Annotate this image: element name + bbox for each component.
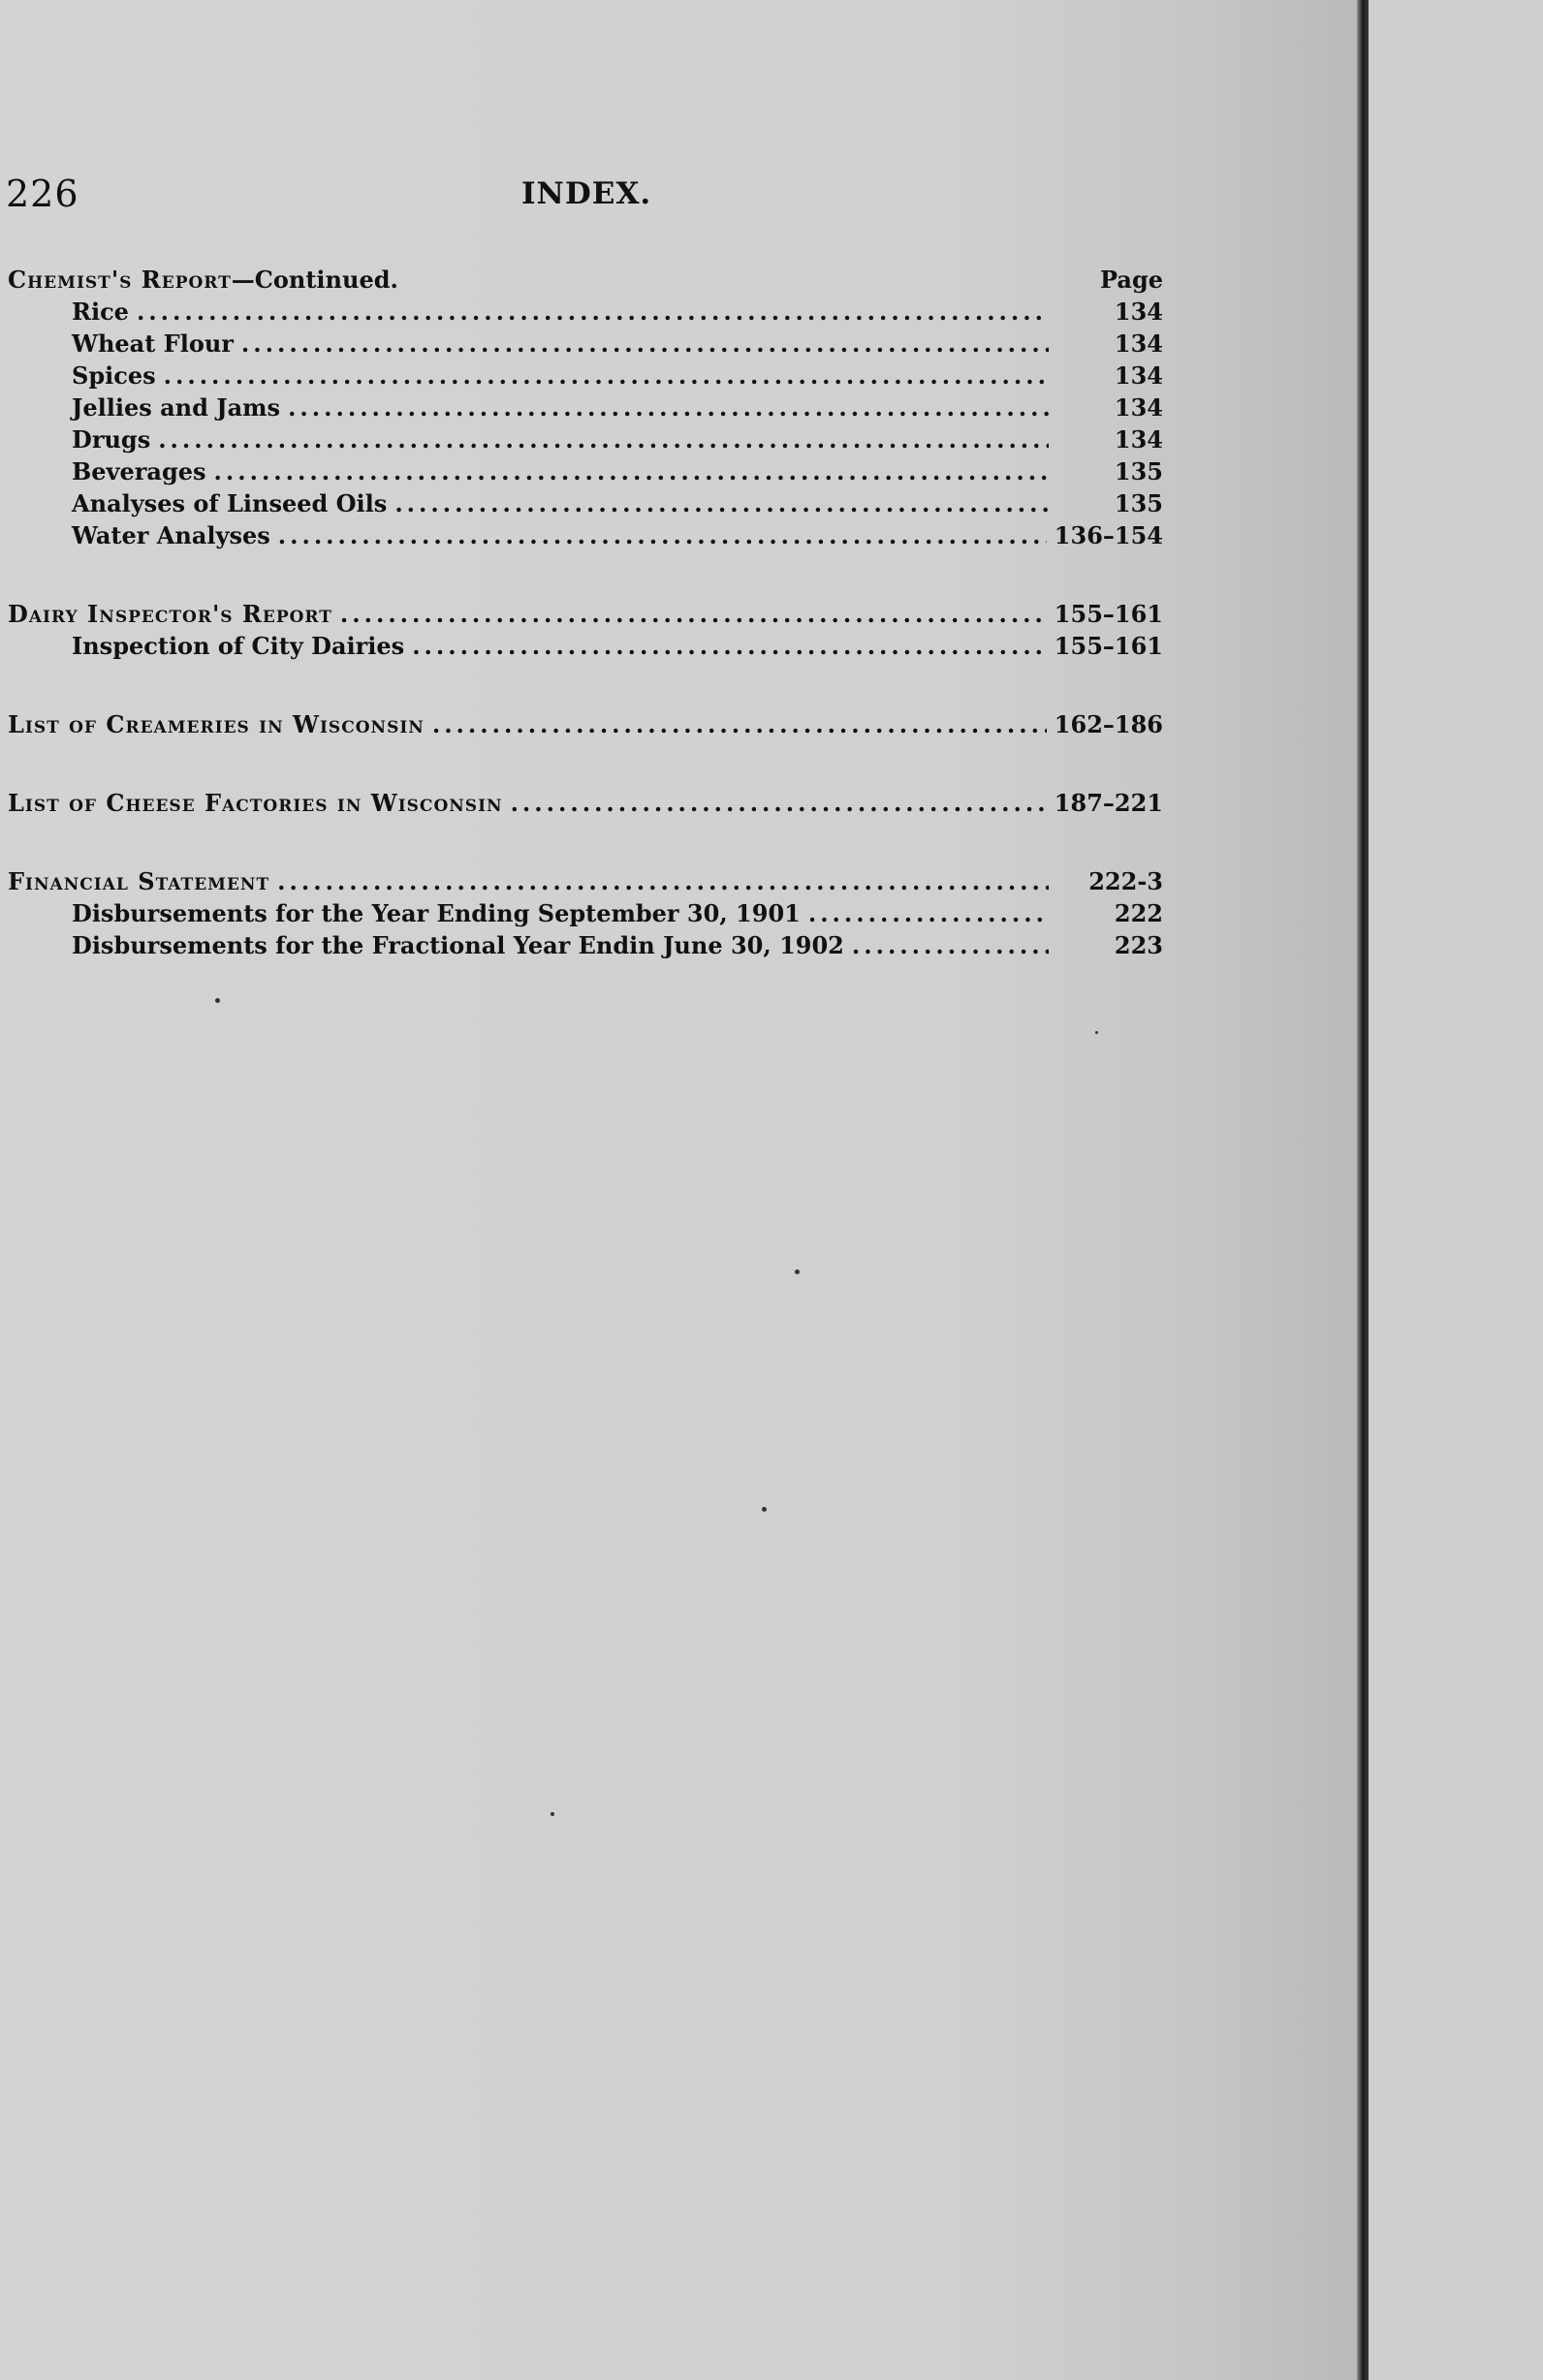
- page-header: [0, 172, 1163, 221]
- dot-leader: [340, 598, 1047, 630]
- dot-leader: [432, 708, 1047, 740]
- section-gap: [8, 819, 1163, 865]
- entry-page: 134: [1114, 393, 1163, 422]
- entry-label: Disbursements for the Fractional Year Endin June 30, 1902: [72, 931, 844, 959]
- index-list: [8, 264, 1163, 961]
- scan-speck: [795, 1269, 800, 1274]
- section-title: Chemist's Report: [8, 266, 232, 294]
- index-entry: [8, 391, 1163, 423]
- entry-label: Jellies and Jams: [72, 393, 281, 422]
- entry-label: Drugs: [72, 425, 151, 454]
- index-entry: [8, 487, 1163, 519]
- entry-label: Rice: [72, 298, 129, 326]
- entry-label: Disbursements for the Year Ending September 30, 1901: [72, 899, 801, 927]
- section-page: 155–161: [1054, 600, 1163, 628]
- dot-leader: [852, 929, 1049, 961]
- section-title: Dairy Inspector's Report: [8, 600, 332, 628]
- index-section-heading: [8, 708, 1163, 740]
- entry-page: 135: [1114, 457, 1163, 485]
- index-entry: [8, 929, 1163, 961]
- section-title: List of Creameries in Wisconsin: [8, 710, 425, 738]
- dot-leader: [511, 787, 1047, 819]
- entry-page: 134: [1114, 361, 1163, 390]
- index-section-heading: [8, 264, 1163, 296]
- index-entry: [8, 630, 1163, 662]
- dot-leader: [394, 487, 1049, 519]
- dot-leader: [158, 423, 1049, 455]
- entry-page: 134: [1114, 425, 1163, 454]
- index-entry: [8, 897, 1163, 929]
- section-gap: [8, 740, 1163, 787]
- index-entry: [8, 296, 1163, 328]
- index-entry: [8, 519, 1163, 551]
- facing-page-edge: [1369, 0, 1543, 2380]
- book-gutter: [1357, 0, 1369, 2380]
- scan-speck: [762, 1507, 767, 1512]
- dot-leader: [164, 360, 1049, 391]
- running-head: INDEX.: [521, 176, 652, 211]
- scan-speck: [1095, 1031, 1098, 1034]
- section-title: List of Cheese Factories in Wisconsin: [8, 789, 503, 817]
- section-title: Financial Statement: [8, 867, 270, 895]
- index-section-heading: [8, 787, 1163, 819]
- page-number: 226: [6, 172, 79, 215]
- continued-note: —Continued.: [231, 266, 398, 294]
- entry-page: 136–154: [1054, 521, 1163, 549]
- index-entry: [8, 328, 1163, 360]
- index-section-heading: [8, 865, 1163, 897]
- scan-speck: [551, 1812, 554, 1816]
- page-column-label: Page: [1099, 266, 1163, 294]
- entry-label: Analyses of Linseed Oils: [72, 489, 388, 517]
- entry-label: Inspection of City Dairies: [72, 632, 405, 660]
- section-gap: [8, 662, 1163, 708]
- index-section-heading: [8, 598, 1163, 630]
- entry-label: Beverages: [72, 457, 206, 485]
- index-heading-label: [8, 264, 398, 296]
- section-gap: [8, 551, 1163, 598]
- index-entry: [8, 360, 1163, 391]
- entry-label: Spices: [72, 361, 156, 390]
- dot-leader: [278, 519, 1047, 551]
- dot-leader: [808, 897, 1049, 929]
- entry-label: Wheat Flour: [72, 329, 234, 358]
- entry-page: 134: [1114, 298, 1163, 326]
- entry-page: 135: [1114, 489, 1163, 517]
- index-entry: [8, 455, 1163, 487]
- entry-page: 155–161: [1054, 632, 1163, 660]
- entry-page: 222: [1114, 899, 1163, 927]
- dot-leader: [288, 391, 1049, 423]
- section-page: 222-3: [1088, 867, 1163, 895]
- index-entry: [8, 423, 1163, 455]
- dot-leader: [241, 328, 1049, 360]
- scan-speck: [215, 998, 220, 1003]
- section-page: 187–221: [1054, 789, 1163, 817]
- entry-page: 134: [1114, 329, 1163, 358]
- section-page: 162–186: [1054, 710, 1163, 738]
- dot-leader: [412, 630, 1047, 662]
- entry-page: 223: [1114, 931, 1163, 959]
- dot-leader: [277, 865, 1049, 897]
- entry-label: Water Analyses: [72, 521, 270, 549]
- dot-leader: [137, 296, 1049, 328]
- dot-leader: [214, 455, 1049, 487]
